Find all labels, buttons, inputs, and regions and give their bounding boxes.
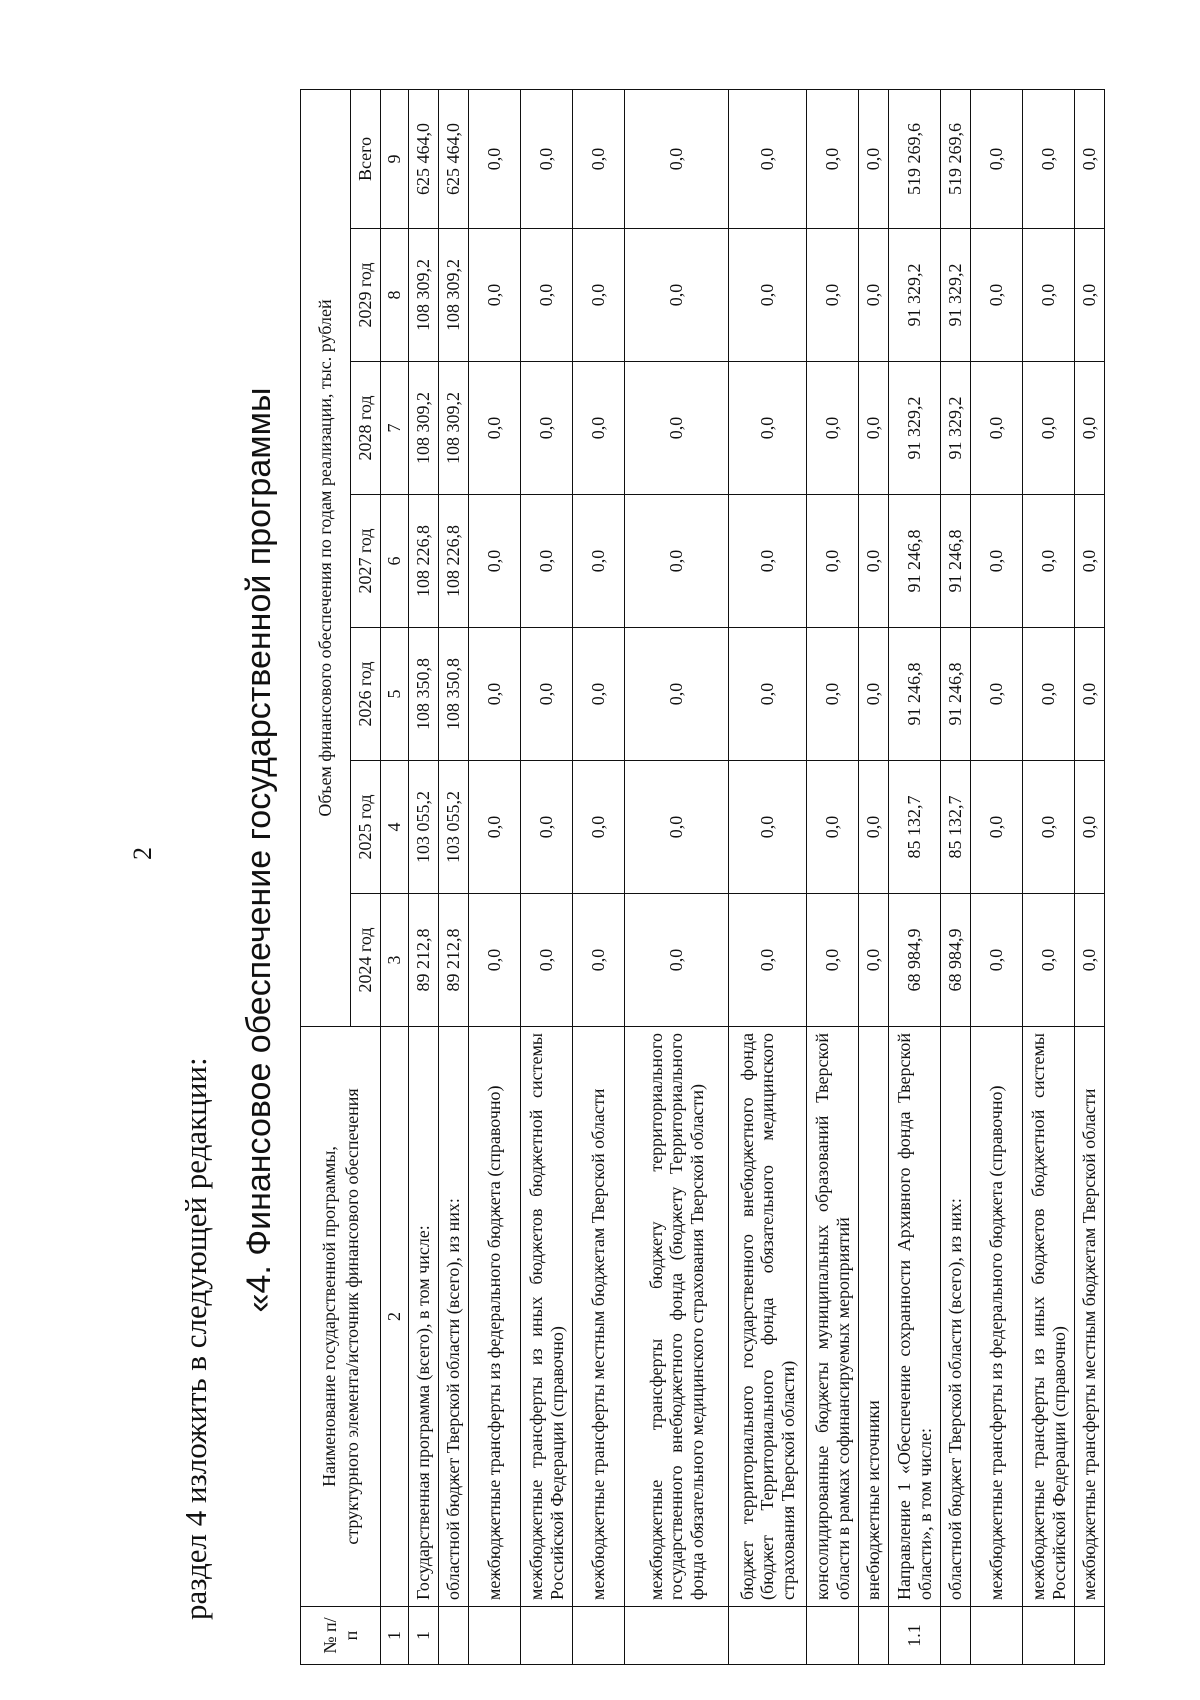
row-value: 0,0 (573, 229, 625, 362)
row-value: 0,0 (729, 229, 807, 362)
row-value: 0,0 (1023, 89, 1075, 228)
table-row (729, 89, 807, 1664)
row-number (521, 1607, 573, 1665)
row-value: 0,0 (807, 628, 859, 761)
row-value: 0,0 (729, 628, 807, 761)
row-value: 0,0 (859, 89, 889, 228)
row-value: 0,0 (859, 495, 889, 628)
header-index-cell: 5 (381, 628, 409, 761)
row-value: 0,0 (807, 495, 859, 628)
row-value: 625 464,0 (439, 89, 469, 228)
row-value: 0,0 (1023, 495, 1075, 628)
row-value: 0,0 (971, 362, 1023, 495)
table-row (625, 89, 729, 1664)
row-value: 0,0 (573, 761, 625, 894)
row-value: 0,0 (1075, 362, 1105, 495)
table-row (1023, 89, 1075, 1664)
header-year: 2029 год (351, 229, 381, 362)
table-row (573, 89, 625, 1664)
header-name-line2: структурного элемента/источник финансового обеспечения (341, 1088, 362, 1545)
row-value: 108 350,8 (409, 628, 439, 761)
row-number (941, 1607, 971, 1665)
row-value: 91 329,2 (941, 229, 971, 362)
row-value: 0,0 (807, 89, 859, 228)
row-value: 0,0 (469, 894, 521, 1027)
row-value: 0,0 (971, 229, 1023, 362)
row-value: 0,0 (625, 362, 729, 495)
section-title: «4. Финансовое обеспечение государственной программы (240, 387, 278, 1313)
row-value: 0,0 (521, 89, 573, 228)
row-value: 0,0 (469, 89, 521, 228)
row-value: 0,0 (573, 628, 625, 761)
table-row (1075, 89, 1105, 1664)
row-value: 91 329,2 (941, 362, 971, 495)
row-number: 1 (409, 1607, 439, 1665)
financing-table (300, 89, 1105, 1665)
row-value: 85 132,7 (941, 761, 971, 894)
header-num: № п/п (301, 1607, 381, 1665)
header-index-cell: 1 (381, 1607, 409, 1665)
row-value: 108 226,8 (409, 495, 439, 628)
row-value: 0,0 (1023, 761, 1075, 894)
row-value: 0,0 (573, 89, 625, 228)
row-number (625, 1607, 729, 1665)
row-value: 0,0 (1023, 229, 1075, 362)
row-value: 0,0 (1023, 894, 1075, 1027)
table-row (521, 89, 573, 1664)
row-value: 103 055,2 (409, 761, 439, 894)
row-value: 91 246,8 (889, 495, 941, 628)
row-value: 0,0 (469, 229, 521, 362)
header-index-cell: 6 (381, 495, 409, 628)
row-value: 0,0 (1075, 89, 1105, 228)
row-value: 89 212,8 (409, 894, 439, 1027)
header-index-cell: 7 (381, 362, 409, 495)
row-number: 1.1 (889, 1607, 941, 1665)
header-index-cell: 2 (381, 1027, 409, 1607)
row-value: 0,0 (807, 229, 859, 362)
row-value: 0,0 (1023, 628, 1075, 761)
row-value: 91 246,8 (889, 628, 941, 761)
intro-text: раздел 4 изложить в следующей редакции: (178, 1057, 213, 1620)
row-name: Государственная программа (всего), в том числе: (409, 1027, 439, 1607)
row-name: областной бюджет Тверской области (всего), из них: (941, 1027, 971, 1607)
row-value: 108 309,2 (409, 362, 439, 495)
row-value: 85 132,7 (889, 761, 941, 894)
row-value: 0,0 (807, 894, 859, 1027)
row-name: межбюджетные трансферты из федерального бюджета (справочно) (971, 1027, 1023, 1607)
row-value: 0,0 (971, 628, 1023, 761)
row-number (439, 1607, 469, 1665)
row-value: 108 309,2 (439, 362, 469, 495)
row-name: межбюджетные трансферты местным бюджетам Тверской области (573, 1027, 625, 1607)
row-name: областной бюджет Тверской области (всего), из них: (439, 1027, 469, 1607)
row-value: 0,0 (521, 761, 573, 894)
row-value: 91 329,2 (889, 229, 941, 362)
row-value: 89 212,8 (439, 894, 469, 1027)
row-number (1075, 1607, 1105, 1665)
row-value: 0,0 (573, 894, 625, 1027)
row-value: 0,0 (971, 89, 1023, 228)
row-value: 0,0 (1075, 628, 1105, 761)
page-number: 2 (128, 847, 157, 860)
header-year: Всего (351, 89, 381, 228)
row-value: 0,0 (1075, 495, 1105, 628)
header-name-line1: Наименование государственной программы, (319, 1146, 339, 1487)
row-name: межбюджетные трансферты бюджету территориального государственного внебюджетного фонда (бюджету Территориального фонда обязательного медицинского страхования Тверской области) (625, 1027, 729, 1607)
row-value: 0,0 (469, 628, 521, 761)
row-value: 0,0 (729, 89, 807, 228)
table-row (971, 89, 1023, 1664)
row-value: 0,0 (521, 362, 573, 495)
row-value: 0,0 (521, 628, 573, 761)
row-value: 0,0 (859, 229, 889, 362)
row-name: межбюджетные трансферты из иных бюджетов бюджетной системы Российской Федерации (справочно) (521, 1027, 573, 1607)
row-value: 108 226,8 (439, 495, 469, 628)
row-value: 0,0 (625, 89, 729, 228)
table-row (889, 89, 941, 1664)
row-value: 108 350,8 (439, 628, 469, 761)
row-number (729, 1607, 807, 1665)
row-value: 0,0 (807, 362, 859, 495)
row-value: 0,0 (859, 362, 889, 495)
row-value: 108 309,2 (439, 229, 469, 362)
row-value: 0,0 (625, 495, 729, 628)
header-year: 2028 год (351, 362, 381, 495)
row-value: 68 984,9 (941, 894, 971, 1027)
header-year: 2024 год (351, 894, 381, 1027)
row-name: консолидированные бюджеты муниципальных образований Тверской области в рамках софинансируемых мероприятий (807, 1027, 859, 1607)
row-value: 108 309,2 (409, 229, 439, 362)
row-value: 0,0 (971, 761, 1023, 894)
row-value: 0,0 (859, 628, 889, 761)
table-row (469, 89, 521, 1664)
row-name: внебюджетные источники (859, 1027, 889, 1607)
row-number (859, 1607, 889, 1665)
row-number (573, 1607, 625, 1665)
header-volume-group: Объем финансового обеспечения по годам реализации, тыс. рублей (301, 89, 351, 1026)
row-number (469, 1607, 521, 1665)
row-value: 0,0 (469, 362, 521, 495)
row-value: 0,0 (1023, 362, 1075, 495)
header-index-cell: 8 (381, 229, 409, 362)
row-value: 0,0 (807, 761, 859, 894)
table-row (941, 89, 971, 1664)
row-value: 91 329,2 (889, 362, 941, 495)
row-value: 0,0 (859, 894, 889, 1027)
row-value: 0,0 (625, 894, 729, 1027)
header-index-cell: 4 (381, 761, 409, 894)
row-value: 0,0 (729, 495, 807, 628)
row-value: 0,0 (971, 495, 1023, 628)
row-value: 0,0 (1075, 761, 1105, 894)
row-value: 0,0 (729, 362, 807, 495)
row-value: 0,0 (573, 495, 625, 628)
row-value: 0,0 (469, 495, 521, 628)
header-year: 2026 год (351, 628, 381, 761)
row-value: 0,0 (971, 894, 1023, 1027)
row-name: бюджет территориального государственного внебюджетного фонда (бюджет Территориального фонда обязательного медицинского страхования Тверской области) (729, 1027, 807, 1607)
header-index-cell: 9 (381, 89, 409, 228)
row-number (1023, 1607, 1075, 1665)
row-number (807, 1607, 859, 1665)
table-row (807, 89, 859, 1664)
row-value: 0,0 (521, 894, 573, 1027)
row-name: Направление 1 «Обеспечение сохранности Архивного фонда Тверской области», в том числе: (889, 1027, 941, 1607)
row-value: 0,0 (521, 229, 573, 362)
header-year: 2027 год (351, 495, 381, 628)
row-name: межбюджетные трансферты местным бюджетам Тверской области (1075, 1027, 1105, 1607)
row-value: 519 269,6 (889, 89, 941, 228)
row-name: межбюджетные трансферты из иных бюджетов бюджетной системы Российской Федерации (справочно) (1023, 1027, 1075, 1607)
header-year: 2025 год (351, 761, 381, 894)
row-value: 0,0 (521, 495, 573, 628)
table-row (859, 89, 889, 1664)
row-value: 0,0 (729, 894, 807, 1027)
row-value: 0,0 (625, 229, 729, 362)
row-number (971, 1607, 1023, 1665)
row-value: 0,0 (1075, 229, 1105, 362)
row-value: 519 269,6 (941, 89, 971, 228)
header-index-cell: 3 (381, 894, 409, 1027)
row-value: 68 984,9 (889, 894, 941, 1027)
row-value: 625 464,0 (409, 89, 439, 228)
row-value: 91 246,8 (941, 495, 971, 628)
row-value: 103 055,2 (439, 761, 469, 894)
row-value: 0,0 (469, 761, 521, 894)
row-value: 0,0 (859, 761, 889, 894)
table-row (409, 89, 439, 1664)
row-value: 91 246,8 (941, 628, 971, 761)
header-name (301, 1027, 381, 1607)
row-value: 0,0 (573, 362, 625, 495)
row-value: 0,0 (625, 628, 729, 761)
row-value: 0,0 (1075, 894, 1105, 1027)
table-row (439, 89, 469, 1664)
row-value: 0,0 (729, 761, 807, 894)
row-value: 0,0 (625, 761, 729, 894)
row-name: межбюджетные трансферты из федерального бюджета (справочно) (469, 1027, 521, 1607)
